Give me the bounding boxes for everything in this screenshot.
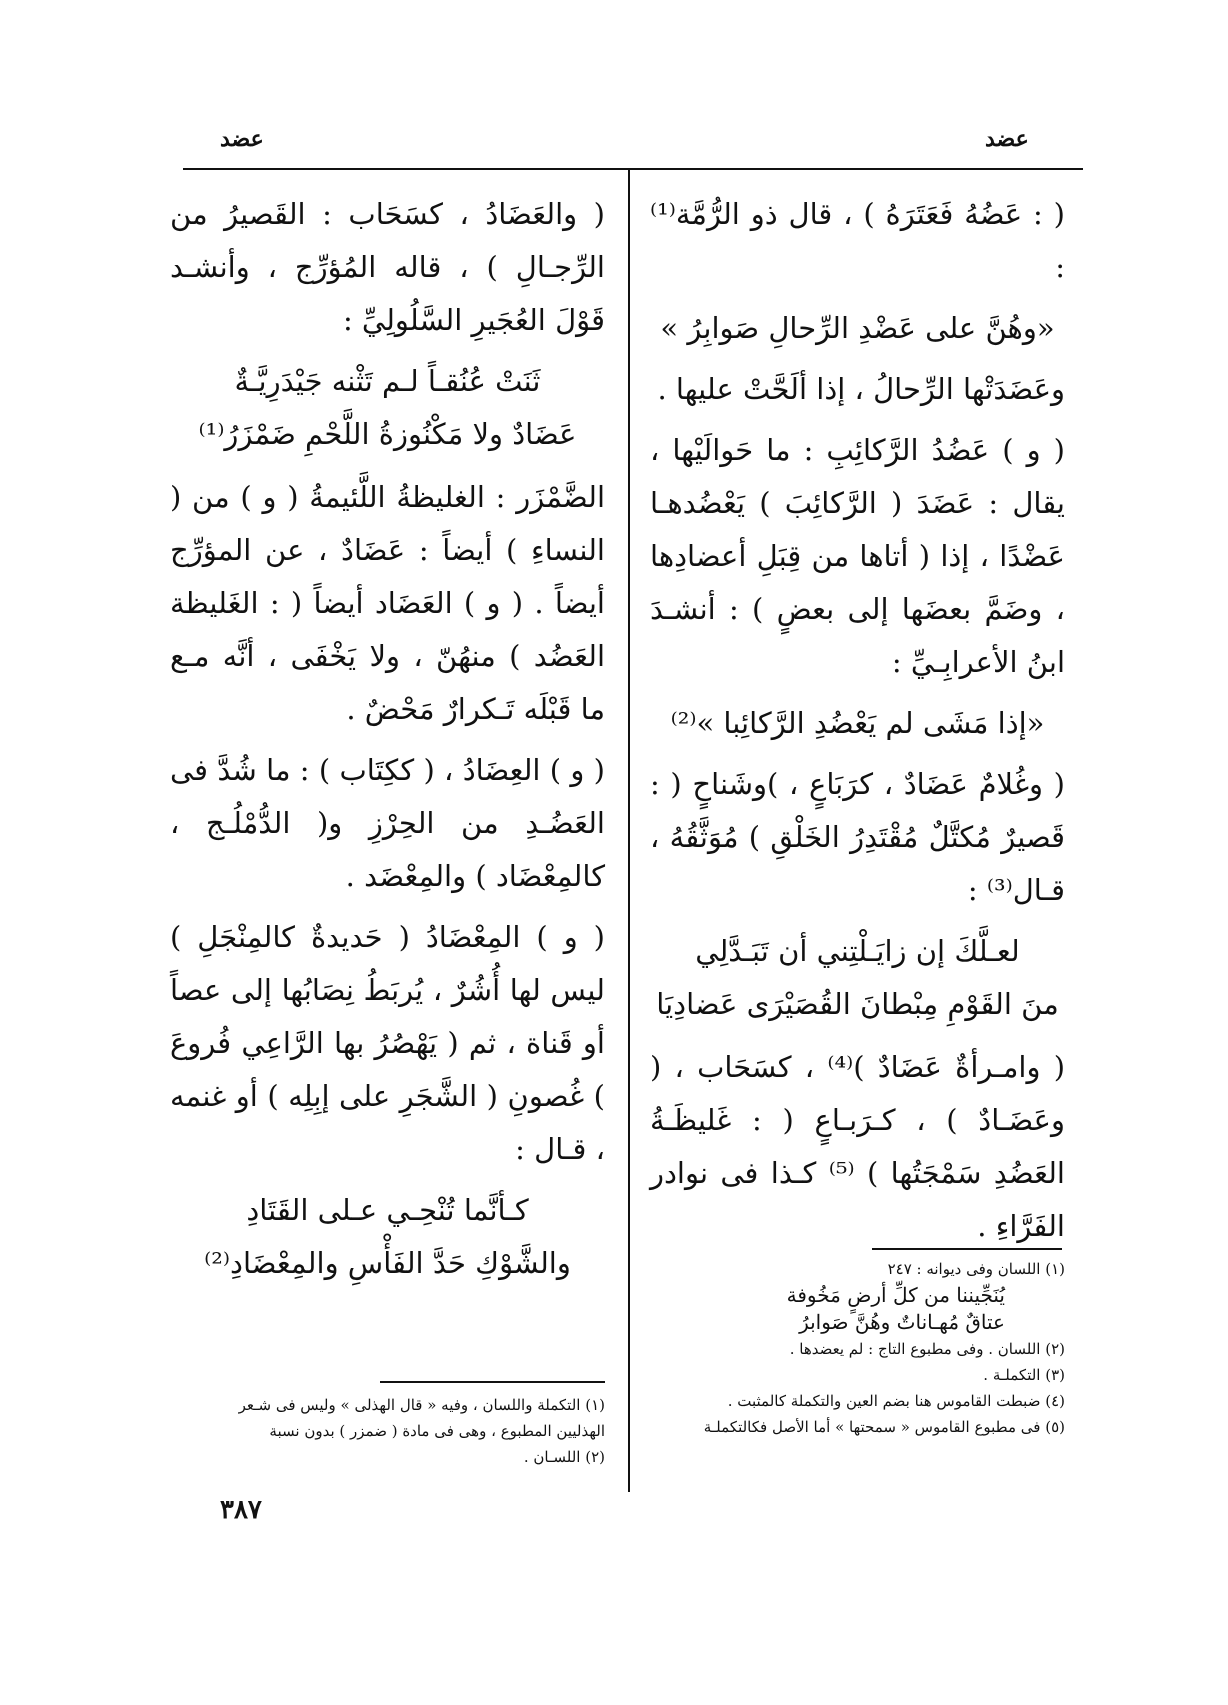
footnote: (١) التكملة واللسان ، وفيه « قال الهذلى » وليس فى شـعر	[238, 1396, 605, 1414]
verse	[170, 355, 605, 461]
paragraph: ( : عَضُهُ فَعَتَرَهُ ) ، قال ذو الرُّمَّة⁽¹⁾ :	[650, 197, 1065, 284]
verse-line: منَ القَوْمِ مِبْطانَ القُصَيْرَى عَضادِيَا	[656, 987, 1059, 1021]
paragraph: ( و ) عَضُدُ الرَّكائِبِ : ما حَوالَيْها ، يقال : عَضَدَ ( الرَّكائِبَ ) يَعْضُدهـا عَضْدًا ، إذا ( أتاها من قِبَلِ أعضادِها ، وضَمَّ بعضَها إلى بعضٍ ) : أنشـدَ ابنُ الأعرابِـيِّ :	[650, 433, 1065, 679]
left-column	[170, 188, 605, 1300]
verse	[650, 925, 1065, 1031]
paragraph: ( وامـرأةٌ عَضَادٌ )⁽⁴⁾ ، كسَحَاب ، ( وعَضَـادٌ ) ، كـرَبـاعٍ ( : غَليظَـةُ العَضُدِ سَمْجَتُها ) ⁽⁵⁾ كـذا فى نوادر الفَرَّاءِ .	[650, 1050, 1066, 1243]
footnote-verse-line: يُنَجِّيننا من كلِّ أرضٍ مَخُوفة	[786, 1283, 1005, 1307]
footnote-rule-left	[380, 1381, 605, 1383]
paragraph: ( و ) العِضَادُ ، ( ككِتَاب ) : ما شُدَّ فى العَضُـدِ من الحِرْزِ و( الدُّمْلُـج ، كالمِعْضَاد ) والمِعْضَد .	[170, 753, 605, 893]
paragraph: ( و ) المِعْضَادُ ( حَديدةٌ كالمِنْجَلِ ) ليس لها أُشُرٌ ، يُربَطُ نِصَابُها إلى عصاً أو قَناة ، ثم ( يَهْصُرُ بها الرَّاعِي فُروعَ ) غُصونِ ( الشَّجَرِ على إبِلِه ) أو غنمه ، قـال :	[170, 920, 605, 1166]
footnote: (٣) التكملـة .	[983, 1366, 1065, 1384]
footnote-rule-right	[872, 1248, 1062, 1250]
paragraph: وعَضَدَتْها الرِّحالُ ، إذا ألَحَّتْ عليها .	[657, 372, 1065, 406]
footnote-verse-line: عتاقٌ مُهـاناتٌ وهُنَّ صَوابرُ	[799, 1310, 1005, 1334]
right-column	[650, 188, 1065, 1261]
verse	[170, 1184, 605, 1290]
verse-line: لعـلَّكَ إن زايَـلْتِني أن تَبَـدَّلِي	[695, 934, 1020, 968]
footnote: (٢) اللسان . وفى مطبوع التاج : لم يعضدها .	[789, 1340, 1065, 1358]
running-header-right: عضد	[985, 126, 1029, 152]
header-rule	[183, 168, 1083, 170]
verse-line: ثَنَتْ عُنُقـاً لـم تَثْنه جَيْدَرِيَّـةٌ	[234, 364, 541, 398]
verse-line: عَضَادٌ ولا مَكْنُوزةُ اللَّحْمِ ضَمْزَرُ⁽¹⁾	[198, 417, 577, 451]
verse-line: والشَّوْكِ حَدَّ الفَأْسِ والمِعْضَادِ⁽²⁾	[204, 1246, 571, 1280]
footnote: (٢) اللسـان .	[523, 1448, 605, 1466]
footnote: (١) اللسان وفى ديوانه : ٢٤٧	[887, 1260, 1065, 1278]
column-divider	[628, 170, 630, 1492]
paragraph: ( وغُلامٌ عَضَادٌ ، كرَبَاعٍ ، )وشَناحٍ ( : قَصيرٌ مُكتَّلٌ مُقْتَدِرُ الخَلْقِ ) مُوَثَّقُهُ ، قـال⁽³⁾ :	[650, 767, 1065, 907]
footnotes-left	[170, 1392, 605, 1470]
paragraph: ( والعَضَادُ ، كسَحَاب : القَصيرُ من الرِّجـالِ ) ، قاله المُؤرِّج ، وأنشـد قَوْلَ العُجَيرِ السَّلُولِيِّ :	[170, 197, 605, 337]
verse-line: «وهُنَّ على عَضْدِ الرِّحالِ صَوابِرُ »	[660, 311, 1055, 345]
footnote: (٥) فى مطبوع القاموس « سمحتها » أما الأصل فكالتكملـة	[703, 1418, 1065, 1436]
footnote: (٤) ضبطت القاموس هنا بضم العين والتكملة كالمثبت .	[727, 1392, 1065, 1410]
verse-line: «إذا مَشَى لم يَعْضُدِ الرَّكائِبا »⁽²⁾	[670, 706, 1045, 740]
verse-line: كـأنَّما تُنْحِـي عـلى القَتَادِ	[246, 1193, 529, 1227]
page-number: ٣٨٧	[220, 1495, 262, 1525]
running-header-left: عضد	[220, 126, 264, 152]
footnote: الهذليين المطبوع ، وهى فى مادة ( ضمزر ) بدون نسبة	[269, 1422, 605, 1440]
paragraph: الضَّمْزَر : الغليظةُ اللَّئيمةُ ( و ) من ( النساءِ ) أيضاً : عَضَادٌ ، عن المؤرِّج أيضاً . ( و ) العَضَاد أيضاً ( : الغَليظة العَضُد ) منهُنّ ، ولا يَخْفَى ، أنَّه مـع ما قَبْلَه تَـكرارٌ مَحْضٌ .	[170, 480, 605, 726]
footnotes-right	[650, 1256, 1065, 1440]
